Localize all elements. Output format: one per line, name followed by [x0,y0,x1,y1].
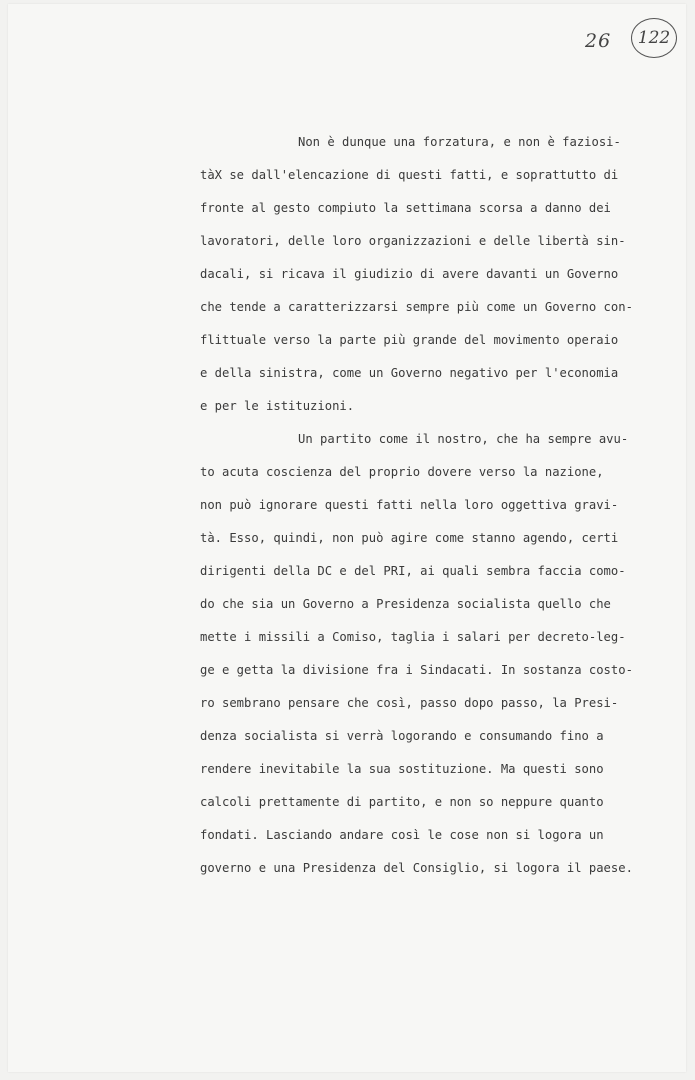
text-line: e per le istituzioni. [200,399,355,413]
text-line: denza socialista si verrà logorando e consumando fino a [200,729,604,743]
text-line: mette i missili a Comiso, taglia i salari per decreto-leg- [200,630,626,644]
page-number: 26 [585,30,612,52]
text-line: Un partito come il nostro, che ha sempre avu- [298,432,629,446]
text-line: do che sia un Governo a Presidenza socialista quello che [200,597,611,611]
text-line: e della sinistra, come un Governo negativo per l'economia [200,366,619,380]
text-line: Non è dunque una forzatura, e non è faziosi- [298,135,621,149]
text-line: to acuta coscienza del proprio dovere verso la nazione, [200,465,604,479]
body-text [200,126,633,885]
text-line: ro sembrano pensare che così, passo dopo passo, la Presi- [200,696,619,710]
text-line: tà. Esso, quindi, non può agire come stanno agendo, certi [200,531,619,545]
text-line: rendere inevitabile la sua sostituzione. Ma questi sono [200,762,604,776]
text-line: flittuale verso la parte più grande del movimento operaio [200,333,619,347]
text-line: fronte al gesto compiuto la settimana scorsa a danno dei [200,201,611,215]
archive-stamp-number: 122 [637,28,671,48]
text-line: calcoli prettamente di partito, e non so neppure quanto [200,795,604,809]
text-line: dacali, si ricava il giudizio di avere davanti un Governo [200,267,619,281]
text-line: che tende a caratterizzarsi sempre più come un Governo con- [200,300,633,314]
text-line: governo e una Presidenza del Consiglio, si logora il paese. [200,861,633,875]
text-line: ge e getta la divisione fra i Sindacati. In sostanza costo- [200,663,633,677]
text-line: dirigenti della DC e del PRI, ai quali sembra faccia como- [200,564,626,578]
archive-stamp [631,18,677,58]
text-line: fondati. Lasciando andare così le cose non si logora un [200,828,604,842]
text-line: lavoratori, delle loro organizzazioni e delle libertà sin- [200,234,626,248]
text-line: tàX se dall'elencazione di questi fatti, e soprattutto di [200,168,619,182]
text-line: non può ignorare questi fatti nella loro oggettiva gravi- [200,498,619,512]
